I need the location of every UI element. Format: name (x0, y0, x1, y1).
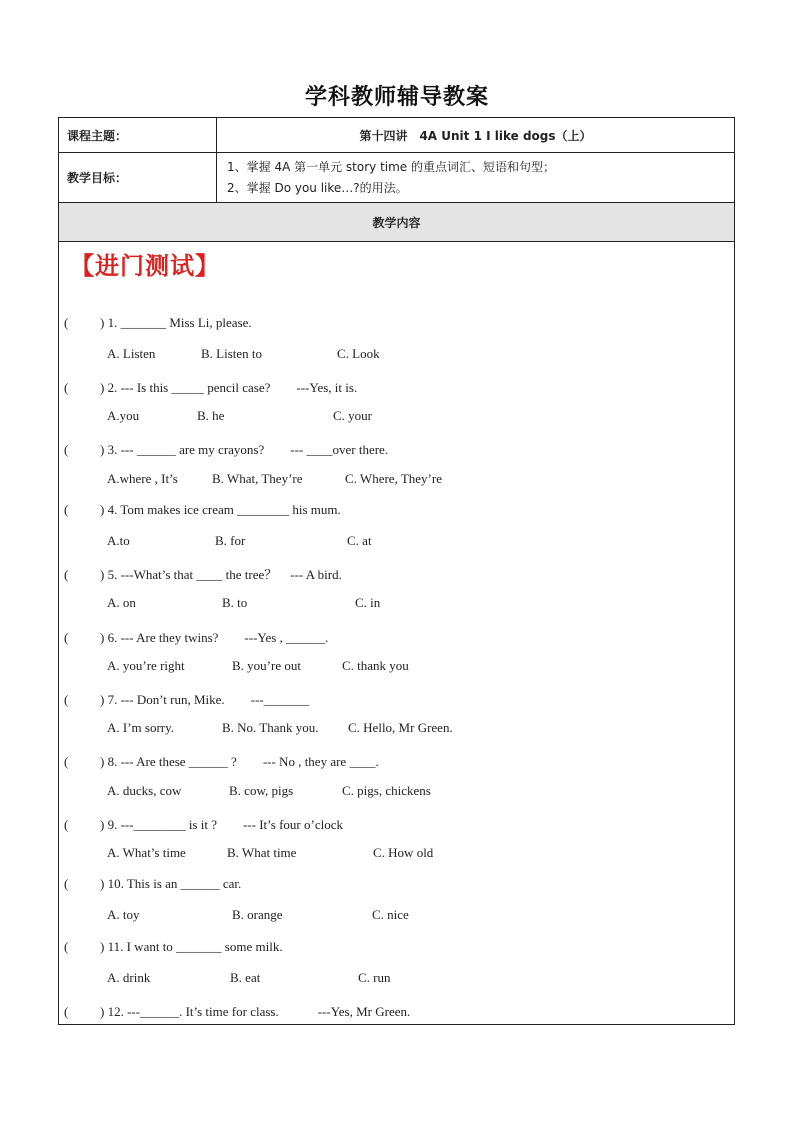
question-9 (64, 814, 343, 833)
question-text: ) 2. --- Is this _____ pencil case? ---Yes, it is. (100, 380, 358, 395)
question-12 (64, 1001, 410, 1020)
option-a: A. you’re right (107, 658, 185, 673)
question-text: ) 12. ---______. It’s time for class. ---Yes, Mr Green. (100, 1004, 411, 1019)
option-a: A.where , It’s (107, 471, 178, 486)
answer-blank: ( (64, 442, 69, 457)
option-b: B. he (197, 408, 225, 423)
answer-blank: ( (64, 939, 69, 954)
question-11 (64, 939, 283, 955)
option-a: A. on (107, 595, 136, 610)
question-7 (64, 689, 309, 708)
option-a: A. What’s time (107, 845, 186, 860)
answer-blank: ( (64, 315, 69, 330)
question-10 (64, 876, 241, 892)
option-c: C. Look (337, 346, 380, 361)
option-c: C. Where, They’re (345, 471, 442, 486)
question-4 (64, 502, 341, 518)
option-c: C. How old (373, 845, 434, 860)
option-b: B. No. Thank you. (222, 720, 319, 735)
answer-blank: ( (64, 817, 69, 832)
option-a: A. I’m sorry. (107, 720, 175, 735)
question-text: ) 9. ---________ is it ? --- It’s four o’clock (100, 817, 343, 832)
question-text: ) 6. --- Are they twins? ---Yes , ______. (100, 630, 329, 645)
option-a: A. toy (107, 907, 140, 922)
question-3 (64, 439, 388, 458)
option-a: A.you (107, 408, 140, 423)
option-b: B. eat (230, 970, 261, 985)
question-text: ) 1. _______ Miss Li, please. (100, 315, 252, 330)
question-text: ) 7. --- Don’t run, Mike. ---_______ (100, 692, 310, 707)
option-b: B. cow, pigs (229, 783, 294, 798)
option-c: C. run (358, 970, 391, 985)
option-b: B. for (215, 533, 246, 548)
section-heading: 【进门测试】 (70, 252, 220, 280)
answer-blank: ( (64, 630, 69, 645)
option-c: C. at (347, 533, 372, 548)
question-1 (64, 315, 252, 331)
option-b: B. Listen to (201, 346, 263, 361)
question-text: ) 4. Tom makes ice cream ________ his mum. (100, 502, 341, 517)
answer-blank: ( (64, 754, 69, 769)
question-text: ) 10. This is an ______ car. (100, 876, 242, 891)
topic-row (59, 118, 734, 153)
answer-blank: ( (64, 567, 69, 582)
option-a: A.to (107, 533, 130, 548)
content-header-bar: 教学内容 (59, 203, 734, 242)
goal-line-1: 1、掌握 4A 第一单元 story time 的重点词汇、短语和句型； (227, 160, 555, 174)
question-2 (64, 377, 357, 396)
goal-value-cell (217, 153, 734, 202)
answer-blank: ( (64, 876, 69, 891)
option-c: C. pigs, chickens (342, 783, 431, 798)
question-5 (64, 564, 342, 583)
question-text: ) 11. I want to _______ some milk. (100, 939, 283, 954)
option-c: C. Hello, Mr Green. (348, 720, 453, 735)
option-a: A. drink (107, 970, 151, 985)
option-c: C. nice (372, 907, 409, 922)
topic-label: 课程主题： (59, 118, 217, 152)
answer-blank: ( (64, 502, 69, 517)
option-c: C. in (355, 595, 381, 610)
option-b: B. to (222, 595, 248, 610)
option-b: B. What time (227, 845, 297, 860)
goal-row (59, 153, 734, 203)
question-6 (64, 627, 328, 646)
option-a: A. ducks, cow (107, 783, 182, 798)
page-title: 学科教师辅导教案 (304, 85, 489, 110)
option-b: B. orange (232, 907, 283, 922)
option-b: B. you’re out (232, 658, 301, 673)
goal-label: 教学目标： (59, 153, 217, 202)
option-c: C. your (333, 408, 372, 423)
question-text: ) 3. --- ______ are my crayons? --- ____over there. (100, 442, 389, 457)
goal-line-2: 2、掌握 Do you like…?的用法。 (227, 181, 408, 195)
option-c: C. thank you (342, 658, 409, 673)
answer-blank: ( (64, 380, 69, 395)
answer-blank: ( (64, 692, 69, 707)
option-a: A. Listen (107, 346, 156, 361)
question-8 (64, 751, 379, 770)
question-text: ) 5. ---What’s that ____ the tree？ --- A bird. (100, 567, 342, 582)
topic-value: 第十四讲 4A Unit 1 I like dogs（上） (359, 128, 592, 143)
topic-value-cell (217, 118, 734, 152)
answer-blank: ( (64, 1004, 69, 1019)
option-b: B. What, They’re (212, 471, 303, 486)
question-text: ) 8. --- Are these ______ ? --- No , they are ____. (100, 754, 379, 769)
